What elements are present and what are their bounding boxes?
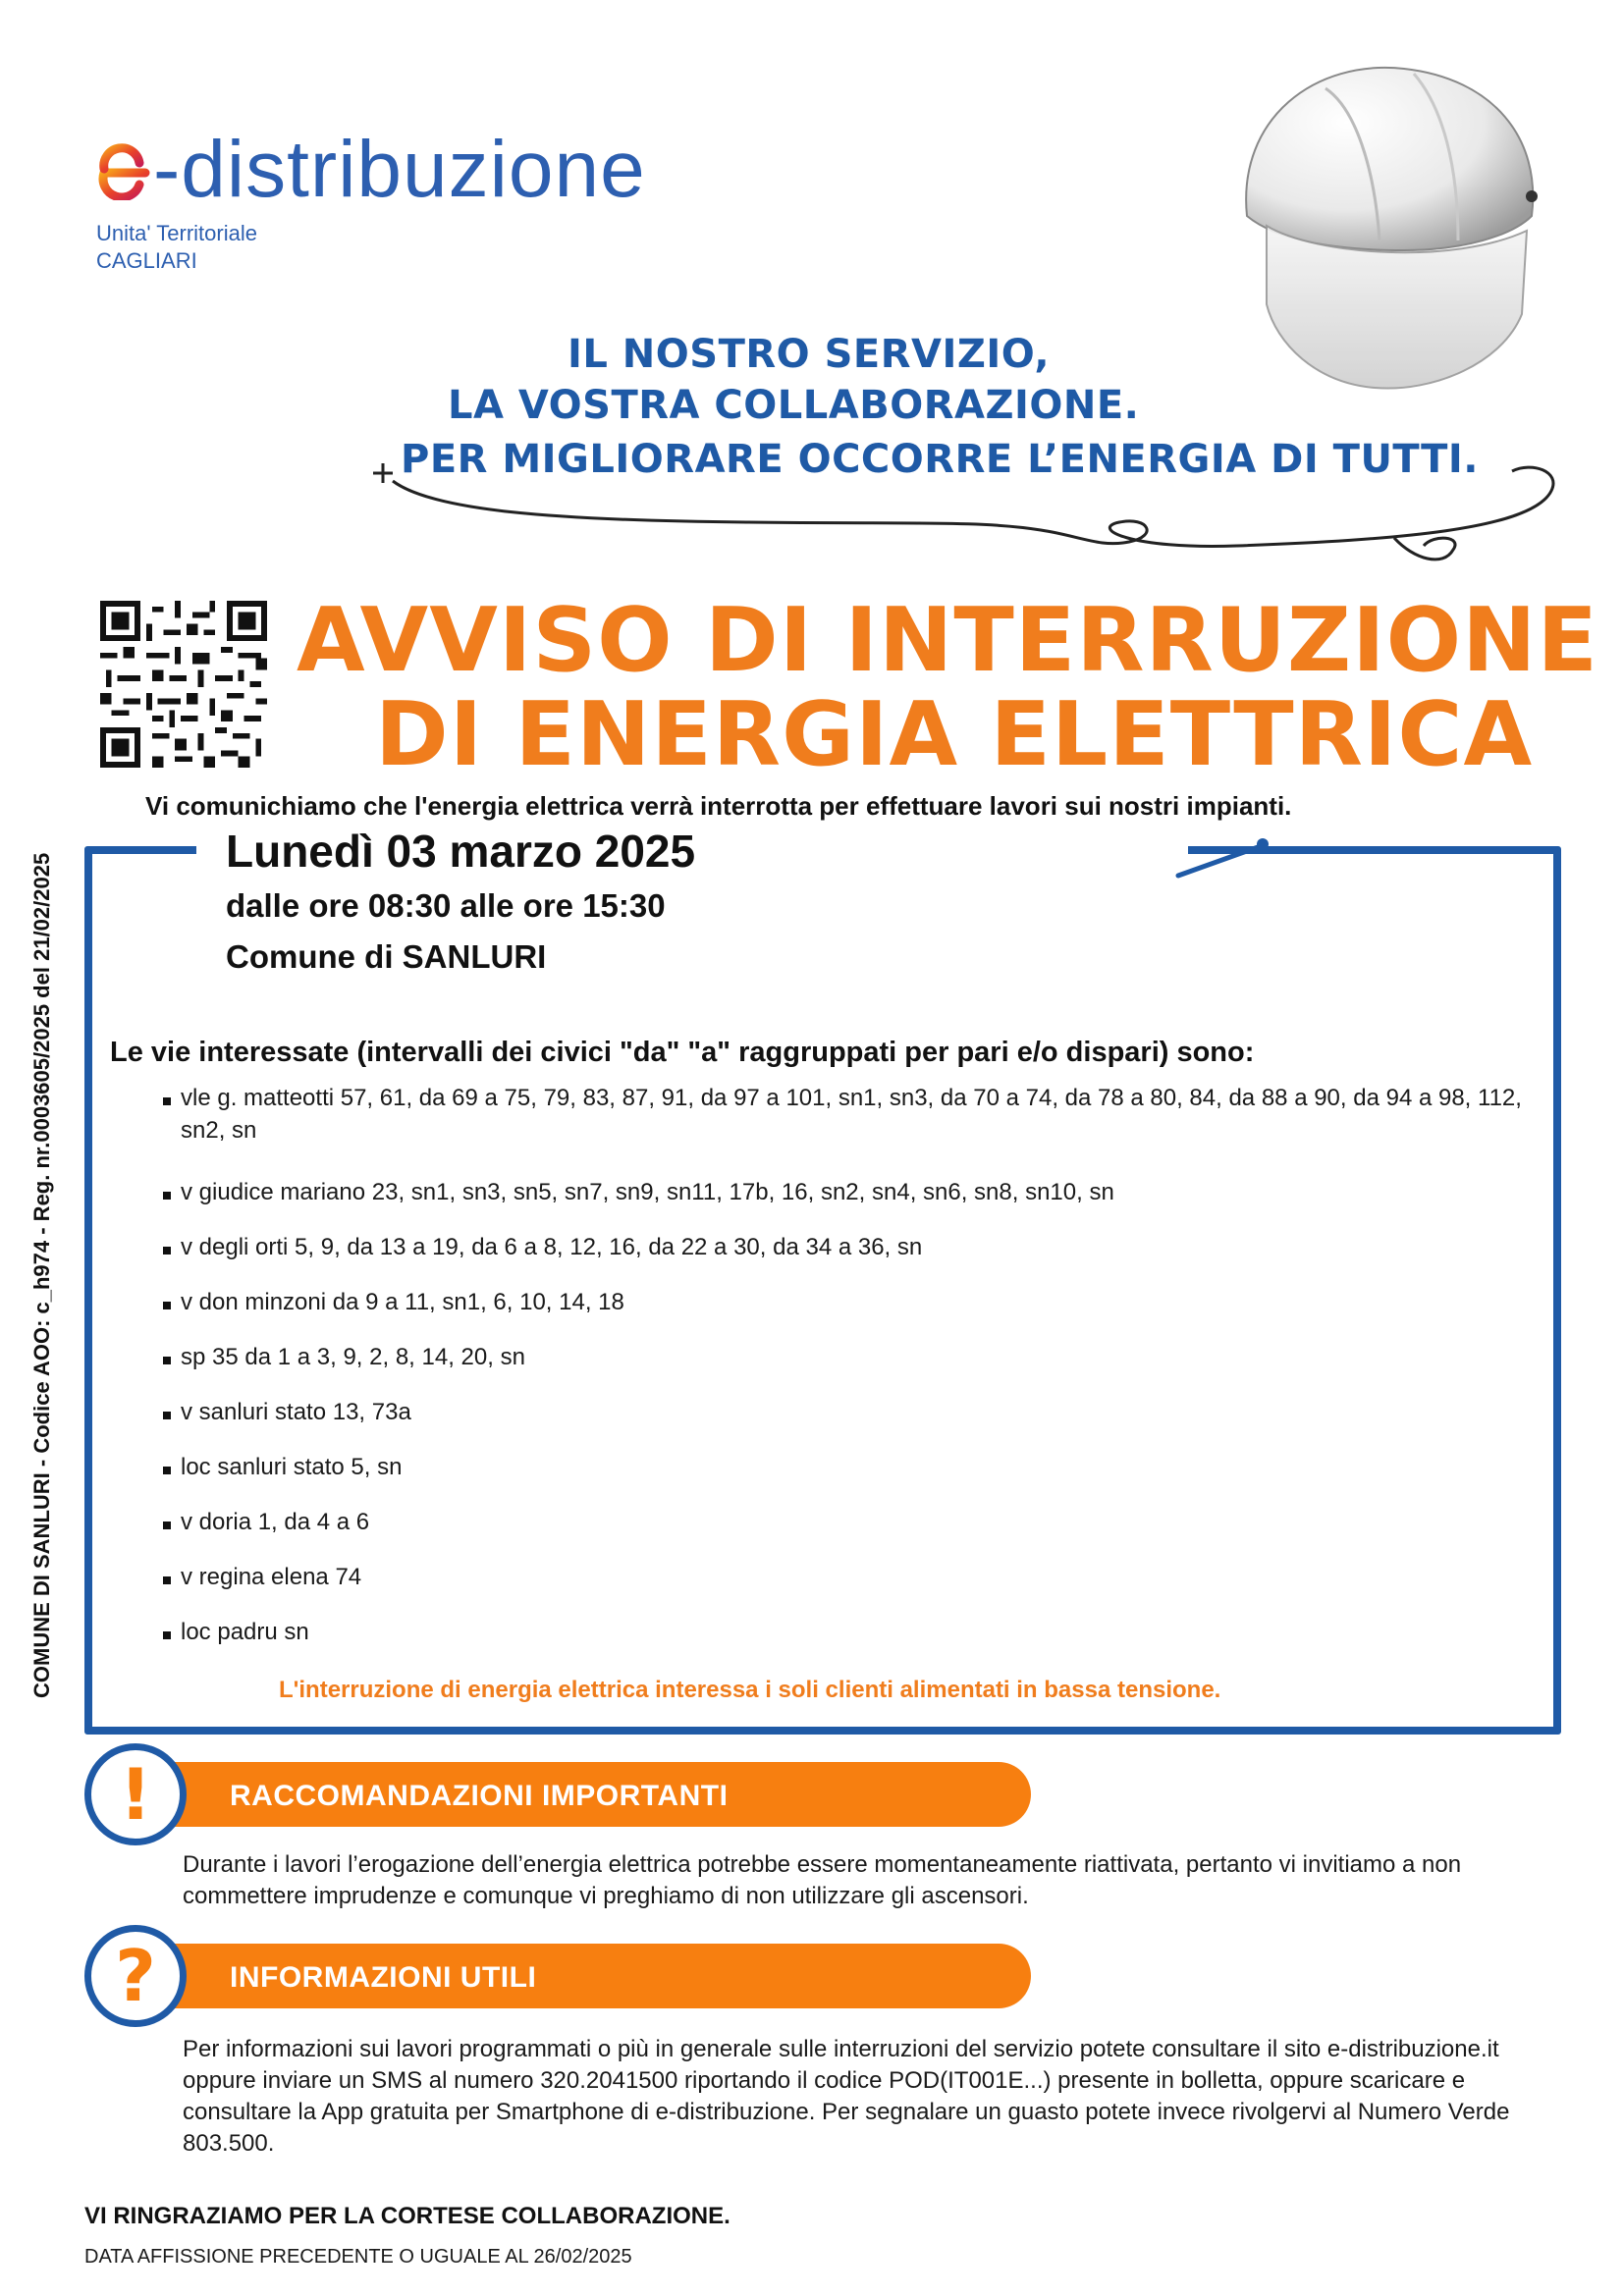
affixing-date: DATA AFFISSIONE PRECEDENTE O UGUALE AL 26/02/2025: [84, 2246, 632, 2268]
street-item: loc sanluri stato 5, sn: [157, 1451, 1522, 1506]
helmet-icon: [1208, 29, 1561, 422]
registration-side-text: COMUNE DI SANLURI - Codice AOO: c_h974 - Reg. nr.0003605/2025 del 21/02/2025: [29, 852, 54, 1698]
street-item: v sanluri stato 13, 73a: [157, 1396, 1522, 1451]
street-item: v doria 1, da 4 a 6: [157, 1506, 1522, 1561]
qr-code-icon[interactable]: [100, 601, 267, 768]
cable-plug-icon: [1174, 832, 1272, 881]
exclamation-glyph: !: [119, 1753, 152, 1836]
question-glyph: ?: [115, 1935, 156, 2017]
territorial-unit: [96, 220, 257, 275]
recommendations-text: Durante i lavori l’erogazione dell’energia elettrica potrebbe essere momentaneamente riattivata, pertanto vi invitiamo a non commettere imprudenze e comunque vi preghiamo di non utilizzare gli ascensori.: [183, 1851, 1462, 1909]
unit-line-1: Unita' Territoriale: [96, 221, 257, 245]
logo-text: -distribuzione: [153, 125, 646, 214]
info-text: Per informazioni sui lavori programmati o più in generale sulle interruzioni del servizio potete consultare il sito e-distribuzione.it oppure inviare un SMS al numero 320.2041500 riportando il codice POD(IT001E...) presente in bolletta, oppure scaricare e consultare la App gratuita per Smartphone di e-distribuzione. Per segnalare un guasto potete invece rivolgervi al Numero Verde 803.500.: [183, 2036, 1510, 2157]
street-item: v don minzoni da 9 a 11, sn1, 6, 10, 14, 18: [157, 1286, 1522, 1341]
thanks-text: VI RINGRAZIAMO PER LA CORTESE COLLABORAZIONE.: [84, 2203, 730, 2229]
notice-title-line-1: AVVISO DI INTERRUZIONE: [297, 589, 1598, 692]
interruption-hours: dalle ore 08:30 alle ore 15:30: [226, 887, 666, 924]
interruption-comune: Comune di SANLURI: [226, 938, 547, 975]
intro-text: Vi comunichiamo che l'energia elettrica verrà interrotta per effettuare lavori sui nostri impianti.: [145, 791, 1292, 821]
notice-title-line-2: DI ENERGIA ELETTRICA: [375, 683, 1534, 786]
streets-heading: Le vie interessate (intervalli dei civici "da" "a" raggruppati per pari e/o dispari) sono:: [110, 1037, 1255, 1068]
e-logo-icon: [90, 139, 151, 200]
street-item: loc padru sn: [157, 1616, 1522, 1671]
exclamation-icon: [84, 1743, 187, 1845]
recommendations-title: RACCOMANDAZIONI IMPORTANTI: [230, 1780, 729, 1812]
info-title: INFORMAZIONI UTILI: [230, 1961, 537, 1994]
street-item: v regina elena 74: [157, 1561, 1522, 1616]
slogan-line-2: LA VOSTRA COLLABORAZIONE.: [448, 383, 1140, 428]
street-item: v giudice mariano 23, sn1, sn3, sn5, sn7, sn9, sn11, 17b, 16, sn2, sn4, sn6, sn8, sn10, sn: [157, 1176, 1522, 1231]
streets-list: [157, 1082, 1522, 1671]
slogan-line-1: IL NOSTRO SERVIZIO,: [568, 332, 1051, 377]
low-voltage-note: L'interruzione di energia elettrica interessa i soli clienti alimentati in bassa tensione.: [279, 1677, 1221, 1703]
slogan-line-3: PER MIGLIORARE OCCORRE L’ENERGIA DI TUTTI.: [401, 437, 1479, 482]
street-item: vle g. matteotti 57, 61, da 69 a 75, 79, 83, 87, 91, da 97 a 101, sn1, sn3, da 70 a 74, da 78 a 80, 84, da 88 a 90, da 94 a 98, 112, sn2, sn: [157, 1082, 1522, 1176]
question-icon: [84, 1925, 187, 2027]
unit-line-2: CAGLIARI: [96, 248, 197, 273]
brand-logo: [90, 126, 646, 214]
street-item: v degli orti 5, 9, da 13 a 19, da 6 a 8, 12, 16, da 22 a 30, da 34 a 36, sn: [157, 1231, 1522, 1286]
interruption-date: Lunedì 03 marzo 2025: [226, 826, 696, 877]
power-cable-icon: [353, 452, 1581, 569]
street-item: sp 35 da 1 a 3, 9, 2, 8, 14, 20, sn: [157, 1341, 1522, 1396]
